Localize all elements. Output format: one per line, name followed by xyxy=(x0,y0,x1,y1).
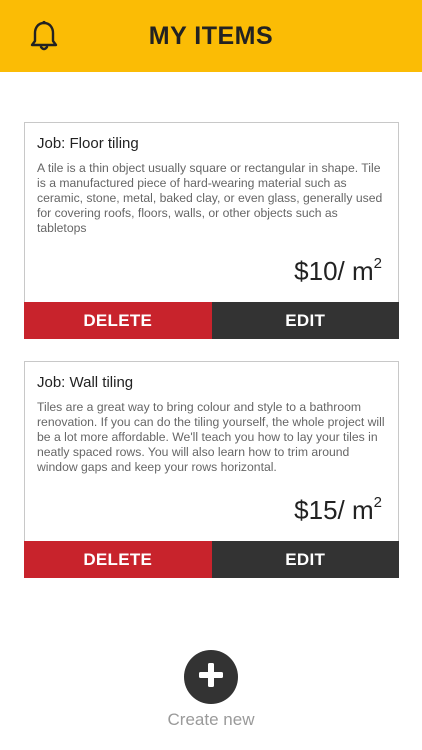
job-title: Job: Wall tiling xyxy=(37,374,134,391)
job-price xyxy=(294,494,382,526)
job-price xyxy=(294,255,382,287)
card-actions xyxy=(24,541,399,578)
job-description: A tile is a thin object usually square or rectangular in shape. Tile is a manufactured piece of hard-wearing material such as ceramic, stone, metal, baked clay, or even glass, generally used for covering roofs, floors, walls, or other objects such as tabletops xyxy=(37,161,383,235)
delete-button[interactable]: DELETE xyxy=(24,541,212,578)
delete-button[interactable]: DELETE xyxy=(24,302,212,339)
bell-icon[interactable] xyxy=(28,20,60,54)
edit-button[interactable]: EDIT xyxy=(212,302,400,339)
price-unit-superscript: 2 xyxy=(373,494,382,511)
create-new-section xyxy=(0,650,422,730)
edit-button[interactable]: EDIT xyxy=(212,541,400,578)
price-value: $15/ m xyxy=(294,495,374,525)
item-card-floor-tiling xyxy=(24,122,399,339)
create-new-label[interactable]: Create new xyxy=(167,710,255,729)
app-header xyxy=(0,0,422,72)
create-new-button[interactable] xyxy=(184,650,238,704)
page-title: MY ITEMS xyxy=(148,21,274,50)
job-title: Job: Floor tiling xyxy=(37,135,139,152)
item-card-wall-tiling xyxy=(24,361,399,578)
card-actions xyxy=(24,302,399,339)
job-description: Tiles are a great way to bring colour and style to a bathroom renovation. If you can do the tiling yourself, the whole project will be a lot more affordable. We'll teach you how to lay your tiles in neatly spaced rows. You will also learn how to trim around window gaps and keep your rows horizontal. xyxy=(37,400,385,474)
plus-icon xyxy=(197,661,225,694)
price-value: $10/ m xyxy=(294,256,374,286)
price-unit-superscript: 2 xyxy=(373,255,382,272)
